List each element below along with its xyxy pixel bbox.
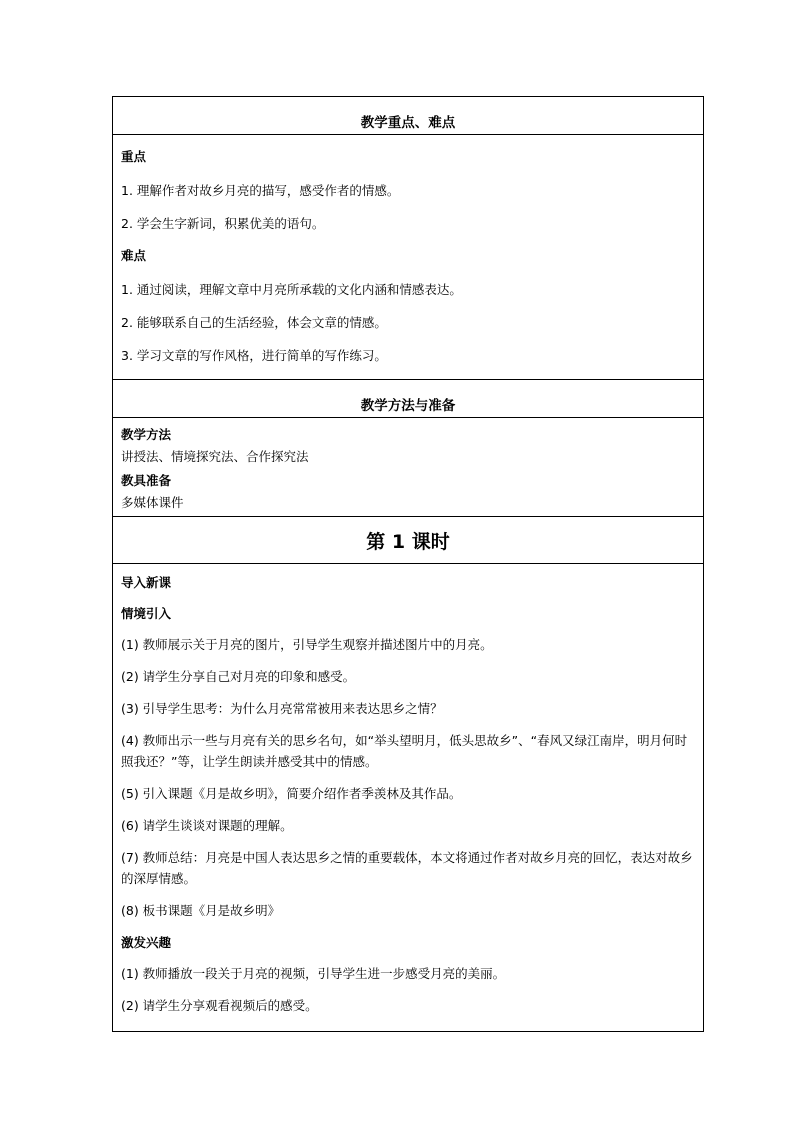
scene-item: (7) 教师总结：月亮是中国人表达思乡之情的重要载体，本文将通过作者对故乡月亮的回忆，表达对故乡的深厚情感。 — [121, 850, 693, 886]
scene-item: (5) 引入课题《月是故乡明》，简要介绍作者季羡林及其作品。 — [121, 786, 462, 801]
lesson-title: 第 1 课时 — [366, 531, 450, 553]
method-text: 讲授法、情境探究法、合作探究法 — [121, 449, 309, 464]
scene-item: (2) 请学生分享自己对月亮的印象和感受。 — [121, 669, 356, 684]
tools-heading: 教具准备 — [121, 472, 172, 488]
lesson-plan-table — [112, 96, 704, 1032]
section-title: 教学方法与准备 — [360, 398, 456, 414]
section-lesson-1 — [113, 516, 703, 1031]
method-heading: 教学方法 — [121, 426, 172, 442]
section-body — [113, 563, 703, 1031]
key-point-item: 2. 学会生字新词，积累优美的语句。 — [121, 216, 325, 231]
tools-text: 多媒体课件 — [121, 495, 184, 510]
interest-item: (2) 请学生分享观看视频后的感受。 — [121, 998, 318, 1013]
section-key-difficult — [113, 97, 703, 379]
difficult-point-item: 1. 通过阅读，理解文章中月亮所承载的文化内涵和情感表达。 — [121, 282, 462, 297]
scene-item: (3) 引导学生思考：为什么月亮常常被用来表达思乡之情？ — [121, 701, 443, 716]
scene-heading: 情境引入 — [121, 606, 172, 621]
section-methods — [113, 379, 703, 516]
difficult-point-item: 2. 能够联系自己的生活经验，体会文章的情感。 — [121, 315, 387, 330]
difficult-points-heading: 难点 — [121, 248, 147, 263]
interest-item: (1) 教师播放一段关于月亮的视频，引导学生进一步感受月亮的美丽。 — [121, 966, 506, 981]
intro-heading: 导入新课 — [121, 575, 172, 590]
scene-item: (1) 教师展示关于月亮的图片，引导学生观察并描述图片中的月亮。 — [121, 637, 493, 652]
scene-item: (8) 板书课题《月是故乡明》 — [121, 903, 281, 918]
interest-heading: 激发兴趣 — [121, 935, 172, 950]
key-points-heading: 重点 — [121, 149, 147, 164]
key-point-item: 1. 理解作者对故乡月亮的描写，感受作者的情感。 — [121, 183, 400, 198]
scene-item: (4) 教师出示一些与月亮有关的思乡名句，如“举头望明月，低头思故乡”、“春风又绿江南岸，明月何时照我还？”等，让学生朗读并感受其中的情感。 — [121, 733, 688, 769]
section-title: 教学重点、难点 — [360, 115, 456, 131]
difficult-point-item: 3. 学习文章的写作风格，进行简单的写作练习。 — [121, 348, 387, 363]
section-body — [113, 417, 703, 516]
scene-item: (6) 请学生谈谈对课题的理解。 — [121, 818, 293, 833]
section-body — [113, 134, 703, 379]
